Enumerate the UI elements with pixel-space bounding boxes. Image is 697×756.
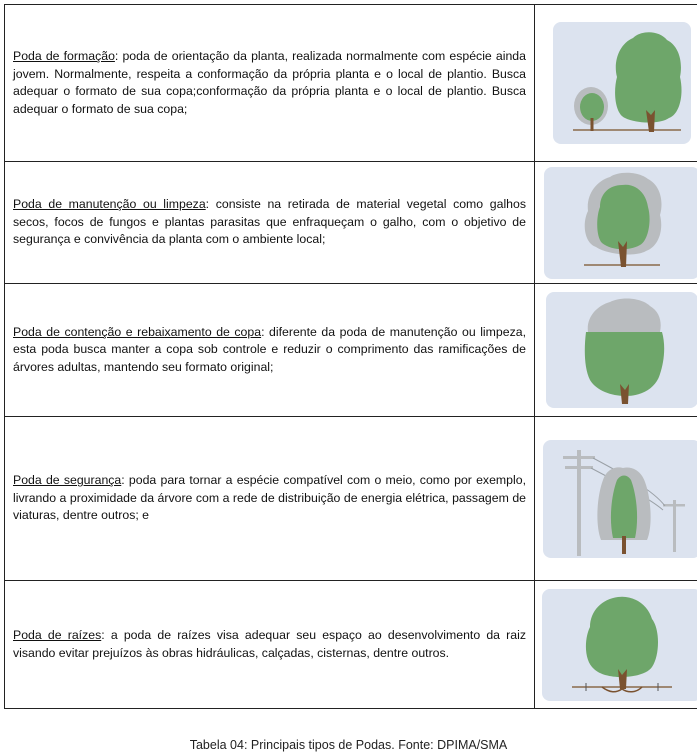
pruning-types-table bbox=[4, 4, 697, 709]
illustration-cell bbox=[535, 5, 697, 162]
text-cell bbox=[5, 5, 535, 162]
table-caption: Tabela 04: Principais tipos de Podas. Fonte: DPIMA/SMA bbox=[189, 738, 508, 752]
pruning-description: : diferente da poda de manutenção ou limpeza, esta poda busca manter a copa sob controle e reduzir o comprimento das ramificações de árvores adultas, mantendo seu formato original; bbox=[13, 324, 526, 374]
young-and-mature-tree-illustration bbox=[553, 22, 691, 144]
pruning-term: Poda de raízes bbox=[13, 628, 102, 642]
table-row bbox=[5, 284, 697, 417]
tree-root-pruning-illustration bbox=[542, 589, 697, 701]
illustration-cell bbox=[535, 284, 697, 417]
table-row bbox=[5, 5, 697, 162]
pruning-description: : poda para tornar a espécie compatível com o meio, como por exemplo, livrando a proximidade da árvore com a rede de distribuição de energia elétrica, passagem de viaturas, dentre outros; e bbox=[13, 473, 526, 523]
text-cell bbox=[5, 581, 535, 709]
row-paragraph bbox=[13, 196, 526, 249]
illustration-cell bbox=[535, 417, 697, 581]
tree-power-lines-illustration bbox=[543, 440, 697, 558]
row-paragraph bbox=[13, 324, 526, 377]
tree-cleaning-illustration bbox=[544, 167, 697, 279]
pruning-term: Poda de formação bbox=[13, 49, 115, 63]
illustration-cell bbox=[535, 162, 697, 284]
pruning-term: Poda de manutenção ou limpeza bbox=[13, 197, 206, 212]
pruning-term: Poda de contenção e rebaixamento de copa bbox=[13, 324, 262, 339]
pruning-description: : consiste na retirada de material vegetal como galhos secos, focos de fungos e plantas parasitas que enfraqueçam o galho, com o objetivo de segurança e convivência da planta com o ambiente local; bbox=[13, 197, 527, 247]
table-row bbox=[5, 581, 697, 709]
pruning-description: : a poda de raízes visa adequar seu espaço ao desenvolvimento da raiz visando evitar prejuízos às obras hidráulicas, calçadas, cisternas, dentre outros. bbox=[13, 628, 527, 660]
row-paragraph bbox=[13, 472, 526, 525]
table-row bbox=[5, 417, 697, 581]
tree-crown-reduction-illustration bbox=[546, 292, 697, 408]
row-paragraph bbox=[13, 48, 526, 118]
illustration-cell bbox=[535, 581, 697, 709]
text-cell bbox=[5, 417, 535, 581]
pruning-description: : poda de orientação da planta, realizada normalmente com espécie ainda jovem. Normalmente, respeita a conformação da própria planta e o local de plantio. Busca adequar o formato de sua copa;conformação da própria planta e o local de plantio. Busca adequar o formato de sua copa; bbox=[13, 49, 526, 116]
row-paragraph bbox=[13, 627, 526, 662]
pruning-term: Poda de segurança bbox=[13, 473, 122, 488]
table-row bbox=[5, 162, 697, 284]
text-cell bbox=[5, 284, 535, 417]
text-cell bbox=[5, 162, 535, 284]
